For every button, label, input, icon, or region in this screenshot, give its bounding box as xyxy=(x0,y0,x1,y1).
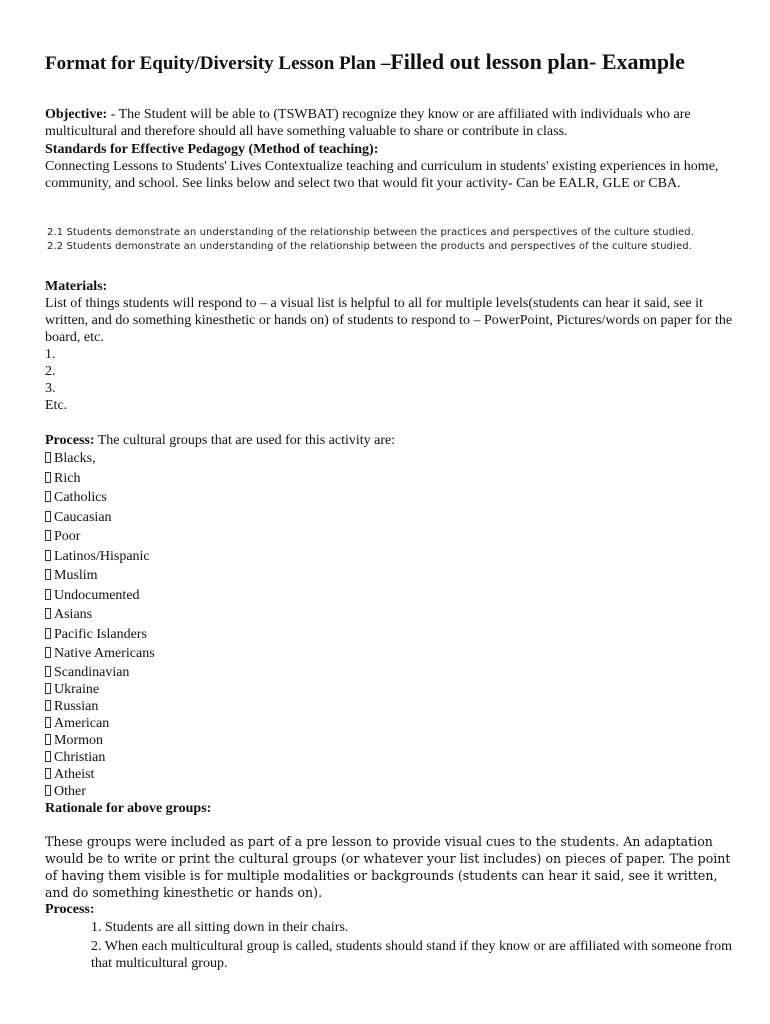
standards-heading: Standards for Effective Pedagogy (Method of teaching): xyxy=(45,142,379,157)
missing-glyph-icon xyxy=(45,785,51,796)
rationale-heading: Rationale for above groups: xyxy=(45,800,212,816)
group-item: Catholics xyxy=(54,490,107,505)
missing-glyph-icon xyxy=(45,683,51,694)
group-item: Native Americans xyxy=(54,646,155,661)
title-part-1: Format for Equity/Diversity Lesson Plan – xyxy=(45,53,391,74)
missing-glyph-icon xyxy=(45,734,51,745)
materials-text: List of things students will respond to – a visual list is helpful to all for multiple levels(students can hear it said, see it written, and do something kinesthetic or hands on) of students to respond to – PowerPoint, Pictures/words on paper for the board, etc. xyxy=(45,296,733,345)
process-step: 2. When each multicultural group is called, students should stand if they know or are affiliated with someone from that multicultural group. xyxy=(91,939,732,971)
group-item: American xyxy=(54,715,110,731)
page-title xyxy=(45,49,685,75)
missing-glyph-icon xyxy=(45,666,51,677)
missing-glyph-icon xyxy=(45,530,51,541)
standards-text: Connecting Lessons to Students' Lives Contextualize teaching and curriculum in students' existing experiences in home, community, and school. See links below and select two that would fit your activity- Can be EALR, GLE or CBA. xyxy=(45,159,719,191)
group-item: Pacific Islanders xyxy=(54,626,147,642)
process-text: The cultural groups that are used for this activity are: xyxy=(94,433,396,448)
standards-items xyxy=(47,226,737,254)
group-item: Muslim xyxy=(54,568,98,583)
process-steps-section xyxy=(45,901,735,972)
missing-glyph-icon xyxy=(45,569,51,580)
group-item: Other xyxy=(54,783,86,799)
group-item: Caucasian xyxy=(54,509,112,525)
process-step: 1. Students are all sitting down in their chairs. xyxy=(91,920,349,935)
rationale-text: These groups were included as part of a pre lesson to provide visual cues to the students. An adaptation would be to write or print the cultural groups (or whatever your list includes) on pieces of paper. The point of having them visible is for multiple modalities or backgrounds (students can hear it said, see it written, and do something kinesthetic or hands on). xyxy=(45,834,731,900)
title-part-2: Filled out lesson plan- Example xyxy=(390,49,685,74)
objective-label: Objective: xyxy=(45,107,108,122)
missing-glyph-icon xyxy=(45,608,51,619)
missing-glyph-icon xyxy=(45,751,51,762)
missing-glyph-icon xyxy=(45,717,51,728)
group-item: Undocumented xyxy=(54,587,140,603)
materials-list-item: 3. xyxy=(45,381,56,396)
missing-glyph-icon xyxy=(45,700,51,711)
objective-section xyxy=(45,106,735,140)
group-item: Christian xyxy=(54,749,106,765)
process-label: Process: xyxy=(45,433,95,448)
process-section xyxy=(45,432,735,817)
materials-list-item: 2. xyxy=(45,364,56,379)
objective-text: - The Student will be able to (TSWBAT) recognize they know or are affiliated with individuals who are multicultural and therefore should all have something valuable to share or contribute in class. xyxy=(45,107,691,139)
materials-list-item: 1. xyxy=(45,347,56,362)
group-item: Poor xyxy=(54,529,81,544)
missing-glyph-icon xyxy=(45,628,51,639)
group-item: Blacks, xyxy=(54,451,96,466)
materials-section xyxy=(45,278,735,414)
group-item: Mormon xyxy=(54,732,103,748)
missing-glyph-icon xyxy=(45,768,51,779)
missing-glyph-icon xyxy=(45,647,51,658)
missing-glyph-icon xyxy=(45,472,51,483)
standard-item: 2.1 Students demonstrate an understanding of the relationship between the practices and perspectives of the culture studied. xyxy=(47,227,695,238)
materials-heading: Materials: xyxy=(45,279,108,294)
standard-item: 2.2 Students demonstrate an understanding of the relationship between the products and perspectives of the culture studied. xyxy=(47,241,692,252)
missing-glyph-icon xyxy=(45,550,51,561)
group-item: Atheist xyxy=(54,766,95,782)
missing-glyph-icon xyxy=(45,491,51,502)
process-steps-heading: Process: xyxy=(45,902,95,917)
missing-glyph-icon xyxy=(45,589,51,600)
group-item: Latinos/Hispanic xyxy=(54,548,150,564)
group-item: Asians xyxy=(54,607,93,622)
missing-glyph-icon xyxy=(45,511,51,522)
group-item: Russian xyxy=(54,698,99,714)
standards-section xyxy=(45,141,735,192)
group-item: Rich xyxy=(54,470,81,486)
group-item: Scandinavian xyxy=(54,664,130,680)
group-item: Ukraine xyxy=(54,681,100,697)
materials-list-item: Etc. xyxy=(45,398,68,413)
missing-glyph-icon xyxy=(45,452,51,463)
